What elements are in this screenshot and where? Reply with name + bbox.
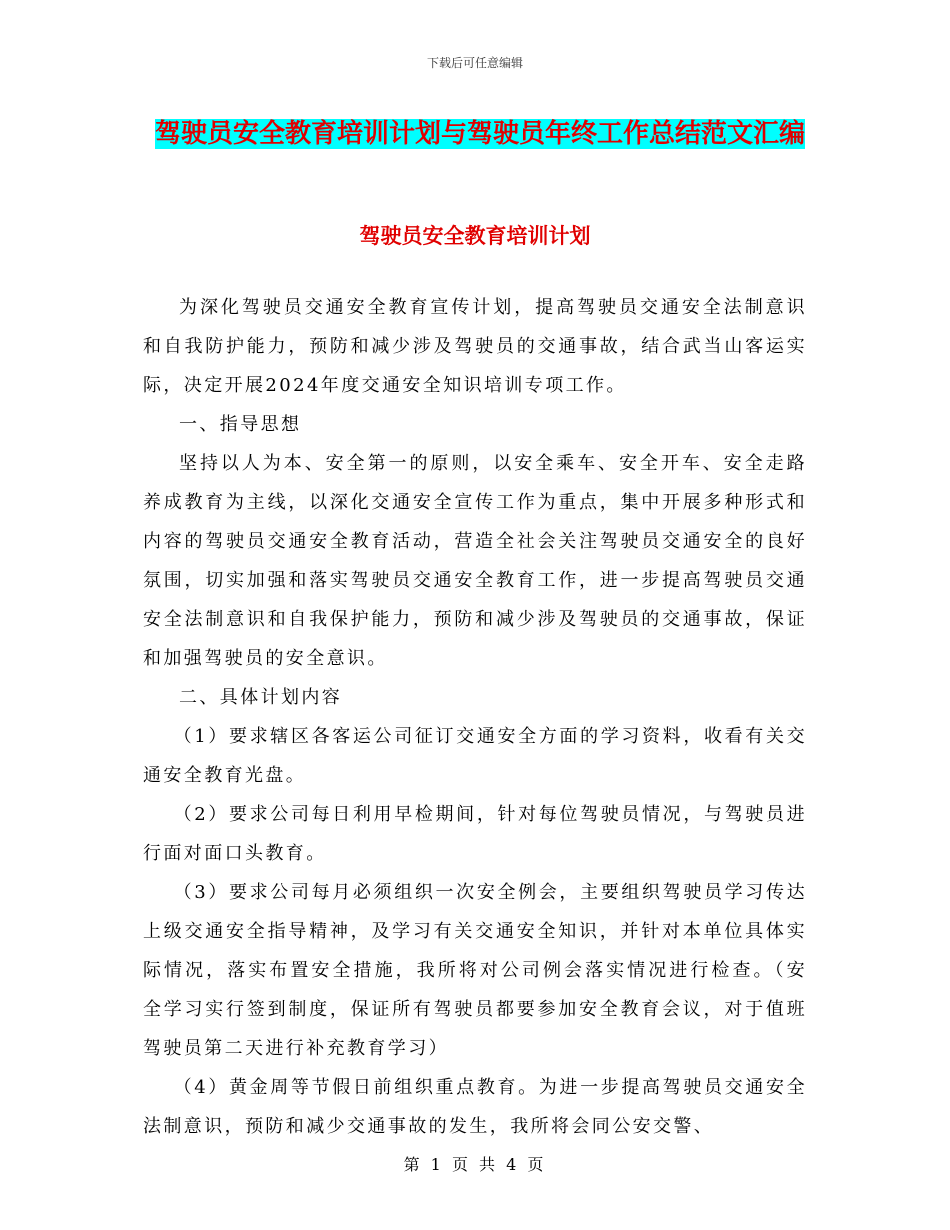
section-title: 驾驶员安全教育培训计划 (359, 224, 591, 248)
document-body (143, 288, 807, 1146)
plan-item-2: （2）要求公司每日利用早检期间，针对每位驾驶员情况，与驾驶员进行面对面口头教育。 (143, 804, 807, 864)
plan-item-3: （3）要求公司每月必须组织一次安全例会，主要组织驾驶员学习传达上级交通安全指导精神，及学习有关交通安全知识，并针对本单位具体实际情况，落实布置安全措施，我所将对公司例会落实情况进行检查。（安全学习实行签到制度，保证所有驾驶员都要参加安全教育会议，对于值班驾驶员第二天进行补充教育学习） (143, 882, 807, 1059)
heading-plan-content: 二、具体计划内容 (179, 687, 343, 708)
guiding-ideology-paragraph: 坚持以人为本、安全第一的原则，以安全乘车、安全开车、安全走路养成教育为主线，以深化交通安全宣传工作为重点，集中开展多种形式和内容的驾驶员交通安全教育活动，营造全社会关注驾驶员交通安全的良好氛围，切实加强和落实驾驶员交通安全教育工作，进一步提高驾驶员交通安全法制意识和自我保护能力，预防和减少涉及驾驶员的交通事故，保证和加强驾驶员的安全意识。 (143, 453, 807, 669)
plan-item-4: （4）黄金周等节假日前组织重点教育。为进一步提高驾驶员交通安全法制意识，预防和减少交通事故的发生，我所将会同公安交警、 (143, 1077, 807, 1137)
heading-guiding-ideology: 一、指导思想 (179, 414, 302, 435)
document-title (140, 110, 820, 158)
plan-item-1: （1）要求辖区各客运公司征订交通安全方面的学习资料，收看有关交通安全教育光盘。 (143, 726, 807, 786)
intro-paragraph: 为深化驾驶员交通安全教育宣传计划，提高驾驶员交通安全法制意识和自我防护能力，预防和减少涉及驾驶员的交通事故，结合武当山客运实际，决定开展2024年度交通安全知识培训专项工作。 (143, 297, 807, 396)
document-title-text: 驾驶员安全教育培训计划与驾驶员年终工作总结范文汇编 (154, 119, 805, 149)
page-footer: 第 1 页 共 4 页 (403, 1155, 547, 1174)
page-header-note: 下载后可任意编辑 (426, 56, 523, 70)
